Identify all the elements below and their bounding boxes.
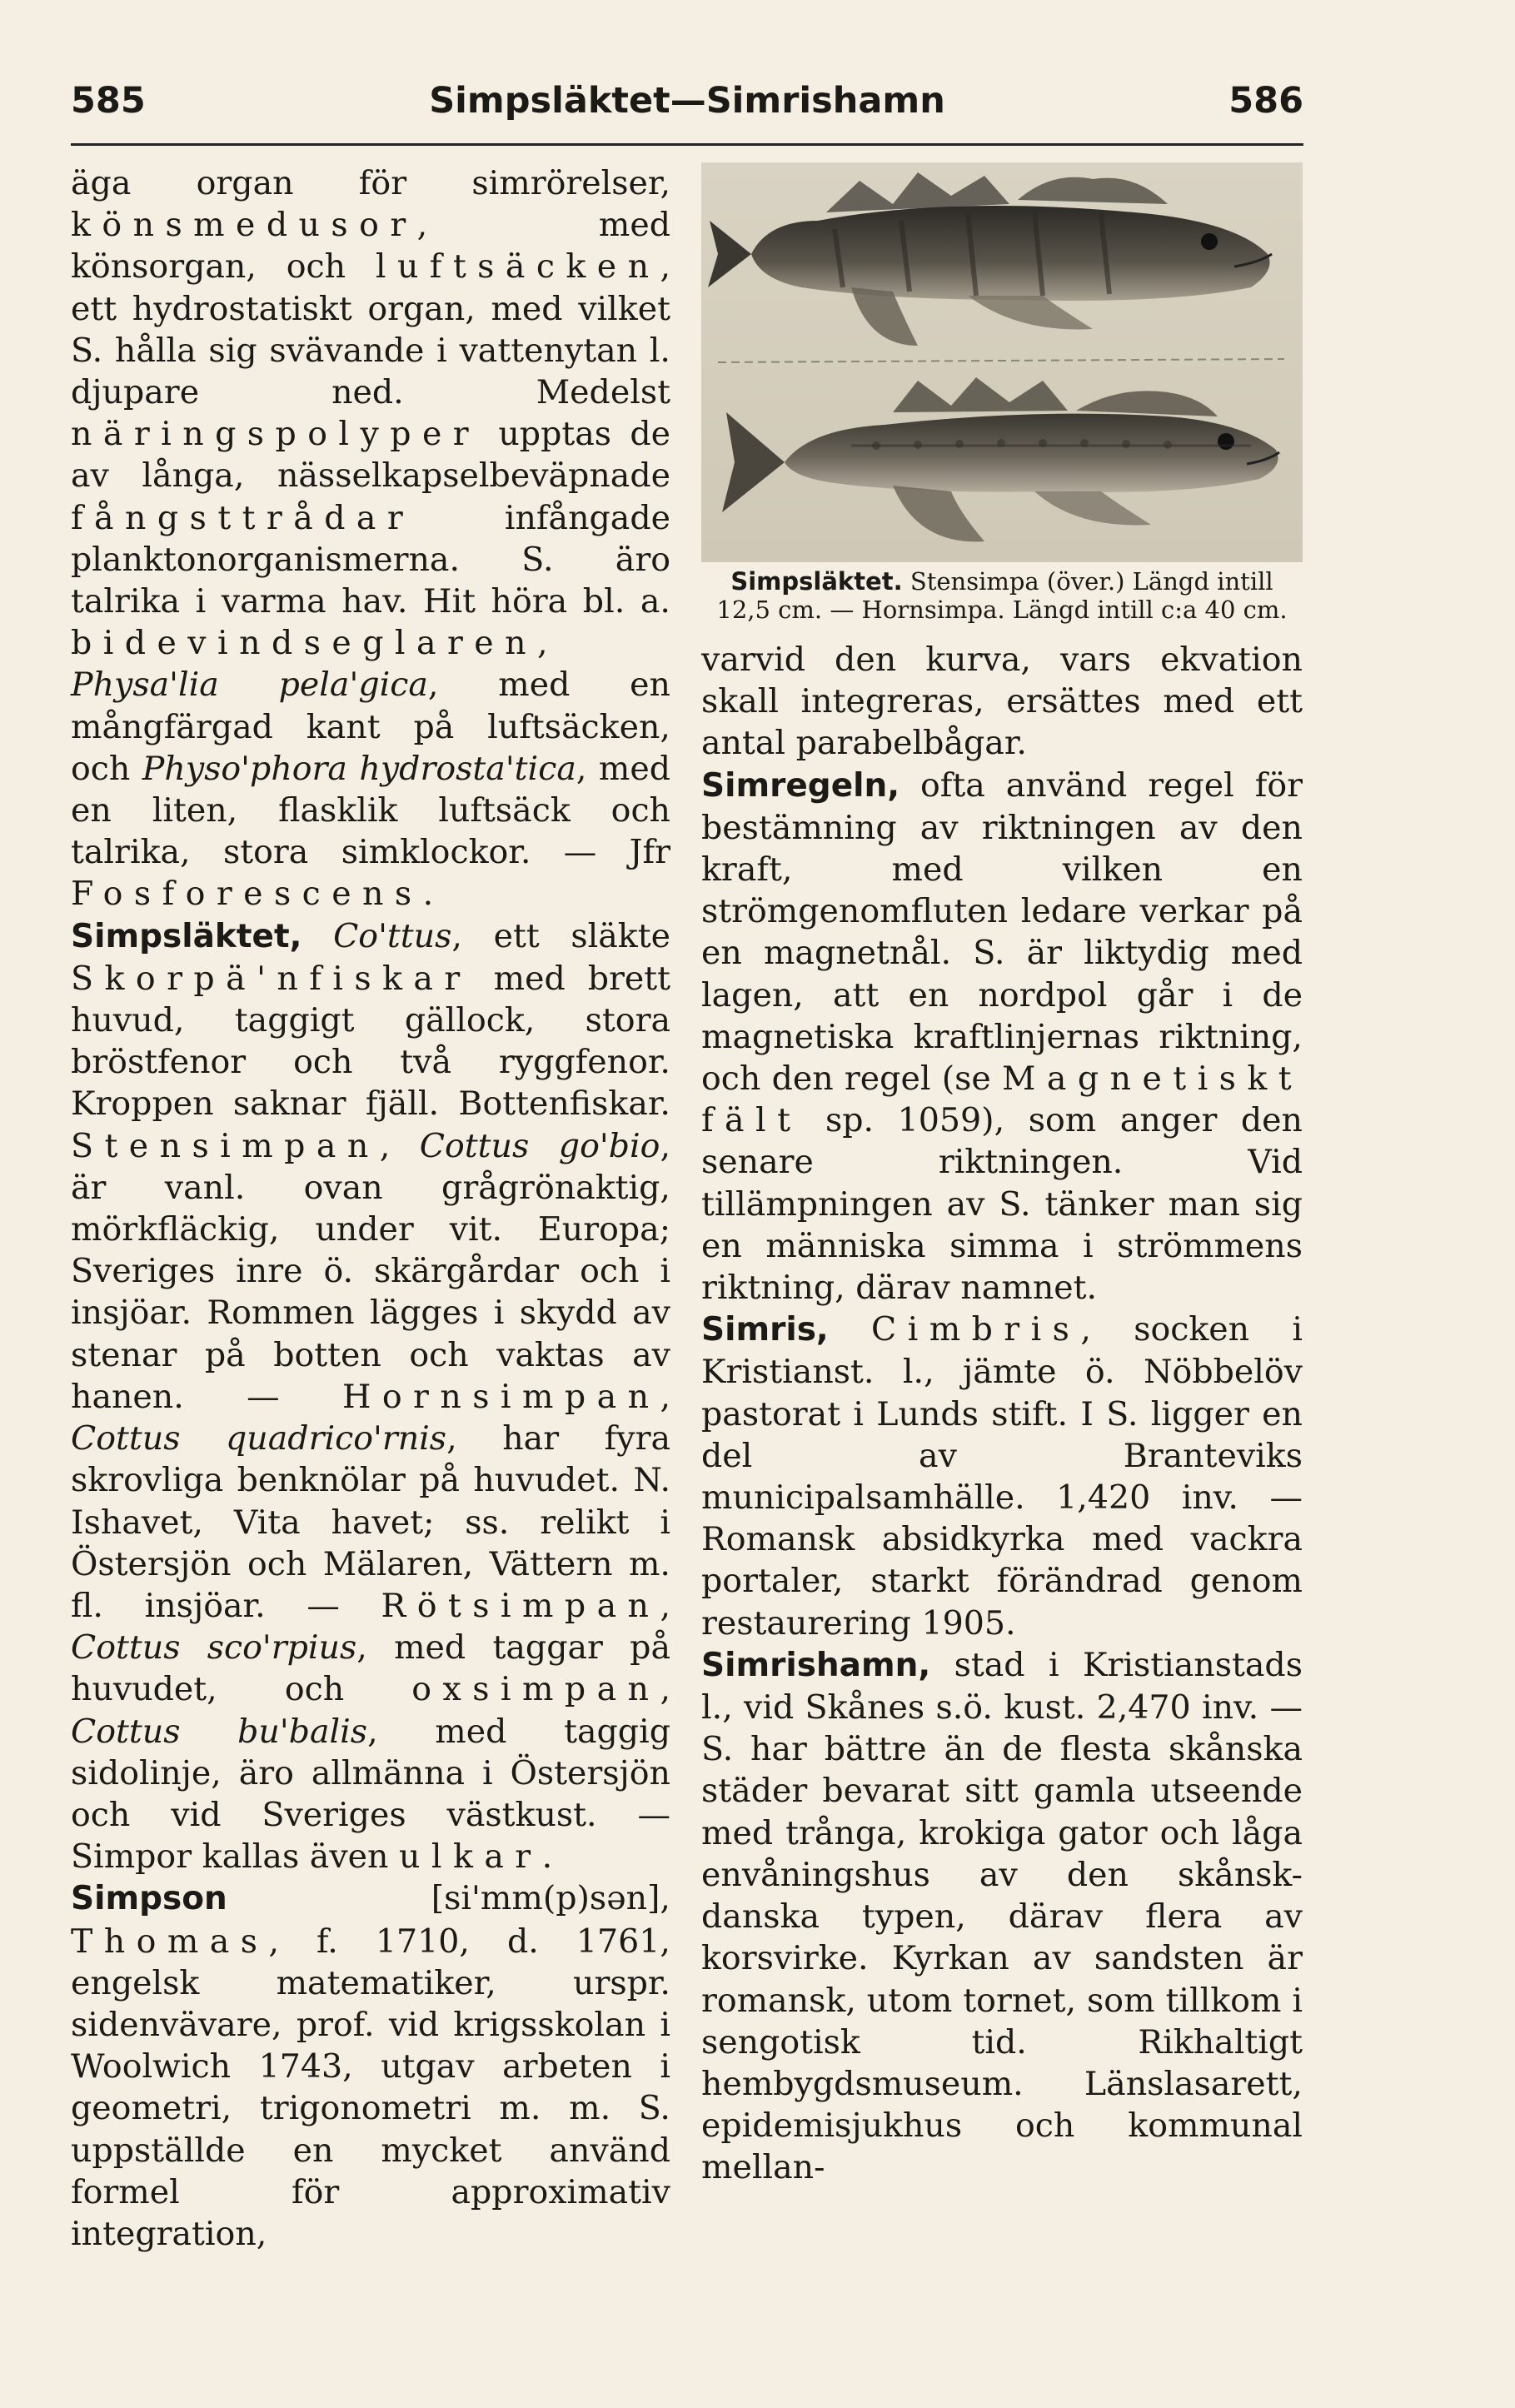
- latin-name: Cottus go'bio: [419, 1126, 660, 1165]
- text-run: , med könsorgan, och: [71, 206, 670, 287]
- spaced-term: ulkar: [399, 1837, 542, 1877]
- page-number-right: 586: [1228, 80, 1303, 122]
- latin-name: Physa'lia pela'gica: [71, 666, 428, 705]
- spaced-term: luftsäcken: [375, 247, 660, 287]
- text-run: , f. 1710, d. 1761, engelsk matematiker, urspr. sidenvävare, prof. vid krigsskolan i Woolwich 1743, utgav arbeten i geometri, trigonometri m. m. S. uppställde en mycket använd formel för approximativ integration,: [71, 1922, 670, 2253]
- entry-simregeln: [701, 765, 1303, 1309]
- latin-name: Physo'phora hydrosta'tica: [142, 749, 576, 788]
- entry-simpson-continued: varvid den kurva, vars ekvation skall integreras, ersättes med ett antal parabelbågar.: [701, 641, 1303, 763]
- text-run: , är vanl. ovan grågrönaktig, mörkfläckig, under vit. Europa; Sveriges inre ö. skärgårdar och i insjöar. Rommen lägges i skydd av stenar på botten och vaktas av hanen. —: [71, 1126, 670, 1416]
- caption-text: Stensimpa (över.) Längd intill 12,5 cm. — Hornsimpa. Längd intill c:a 40 cm.: [716, 567, 1288, 624]
- fish-illustration: [701, 162, 1303, 562]
- text-run: [si'mm(p)sən],: [227, 1879, 670, 1918]
- header-rule: [71, 143, 1303, 146]
- text-run: , med en mångfärgad kant på luftsäcken, och: [71, 666, 670, 788]
- spaced-term: Hornsimpan: [341, 1377, 660, 1416]
- latin-name: Cottus sco'rpius: [71, 1628, 357, 1668]
- latin-name: Cottus quadrico'rnis: [71, 1419, 447, 1458]
- figure-caption: [701, 567, 1303, 624]
- left-column: [71, 162, 670, 2255]
- text-run: ,: [660, 1377, 670, 1416]
- text-run: stad i Kristianstads l., vid Skånes s.ö. kust. 2,470 inv. — S. har bättre än de flesta skånska städer bevarat sitt gamla utseende med trånga, krokiga gator och låga envåningshus av den skånsk-danska typen, därav flera av korsvirke. Kyrkan av sandsten är romansk, utom tornet, som tillkom i sengotisk tid. Rikhaltigt hembygdsmuseum. Länslasarett, epidemisjukhus och kommunal mellan-: [701, 1645, 1303, 2187]
- latin-name: Cottus bu'balis: [71, 1712, 368, 1751]
- text-run: , har fyra skrovliga benknölar på huvudet. N. Ishavet, Vita havet; ss. relikt i Östersjön och Mälaren, Vättern m. fl. insjöar. —: [71, 1419, 670, 1625]
- entry-headword: Simrishamn,: [701, 1646, 931, 1684]
- text-run: [829, 1310, 871, 1349]
- caption-title: Simpsläktet.: [730, 567, 903, 596]
- text-run: med brett huvud, taggigt gällock, stora bröstfenor och två ryggfenor. Kroppen saknar fjäll. Bottenfiskar.: [71, 959, 670, 1124]
- running-title: Simpsläktet—Simrishamn: [429, 80, 945, 122]
- text-run: .: [422, 875, 434, 914]
- right-column: [701, 162, 1303, 2189]
- text-run: , ett hydrostatiskt organ, med vilket S. hålla sig svävande i vattenytan l. djupare ned. Medelst: [71, 247, 670, 412]
- page-header: [71, 80, 1303, 130]
- text-run: , med en liten, flasklik luftsäck och talrika, stora simklockor. — Jfr: [71, 749, 670, 872]
- entry-simpslaktet: [71, 915, 670, 1878]
- text-run: [302, 917, 333, 955]
- text-run: upptas de av långa, nässelkapselbeväpnade: [71, 415, 670, 496]
- text-run: , med taggig sidolinje, äro allmänna i Östersjön och vid Sveriges västkust. — Simpor kallas även: [71, 1712, 670, 1877]
- page-number-left: 585: [71, 80, 146, 122]
- entry-headword: Simpson: [71, 1880, 227, 1918]
- cross-reference: Magnetiskt fält: [701, 1059, 1303, 1140]
- entry-simris: [701, 1309, 1303, 1644]
- text-run: ofta använd regel för bestämning av riktningen av den kraft, med vilken en strömgenomfluten ledare verkar på en magnetnål. S. är liktydig med lagen, att en nordpol går i de magnetiska kraftlinjernas riktning, och den regel (se: [701, 765, 1303, 1099]
- text-run: ,: [660, 1670, 670, 1709]
- text-run: ,: [536, 624, 548, 663]
- text-run: ,: [379, 1126, 420, 1165]
- text-run: , ett släkte: [451, 916, 670, 955]
- entry-headword: Simris,: [701, 1311, 829, 1349]
- text-run: .: [541, 1837, 553, 1877]
- spaced-term: fångsttrådar: [71, 498, 415, 537]
- text-run: ,: [660, 1586, 670, 1625]
- spaced-term: näringspolyper: [71, 415, 481, 454]
- spaced-term: Cimbris: [870, 1310, 1081, 1349]
- text-run: infångade planktonorganismerna. S. äro talrika i varma hav. Hit höra bl. a.: [71, 498, 670, 621]
- spaced-term: Thomas: [71, 1922, 269, 1961]
- text-run: , med taggar på huvudet, och: [71, 1628, 671, 1709]
- spaced-term: Stensimpan: [71, 1126, 380, 1165]
- text-run: , socken i Kristianst. l., jämte ö. Nöbbelöv pastorat i Lunds stift. I S. ligger en del av Branteviks municipalsamhälle. 1,420 inv. — Romansk absidkyrka med vackra portaler, starkt förändrad genom restaurering 1905.: [701, 1310, 1303, 1643]
- fish-photo: [701, 162, 1303, 562]
- entry-siphonophores-continued: [71, 162, 670, 915]
- entry-simrishamn: [701, 1644, 1303, 2189]
- latin-name: Co'ttus: [333, 916, 452, 955]
- entry-headword: Simpsläktet,: [71, 917, 302, 955]
- entry-simpson: [71, 1877, 670, 2255]
- text-run: äga organ för simrörelser,: [71, 164, 670, 202]
- cross-reference: Fosforescens: [71, 875, 423, 914]
- spaced-term: oxsimpan: [411, 1670, 660, 1709]
- spaced-term: Skorpä'nfiskar: [71, 959, 471, 998]
- spaced-term: bidevindseglaren: [71, 624, 537, 663]
- entry-headword: Simregeln,: [701, 766, 900, 805]
- text-run: sp. 1059), som anger den senare riktningen. Vid tillämpningen av S. tänker man sig en människa simma i strömmens riktning, därav namnet.: [701, 1101, 1303, 1308]
- spaced-term: könsmedusor: [71, 206, 417, 245]
- spaced-term: Rötsimpan: [381, 1586, 660, 1625]
